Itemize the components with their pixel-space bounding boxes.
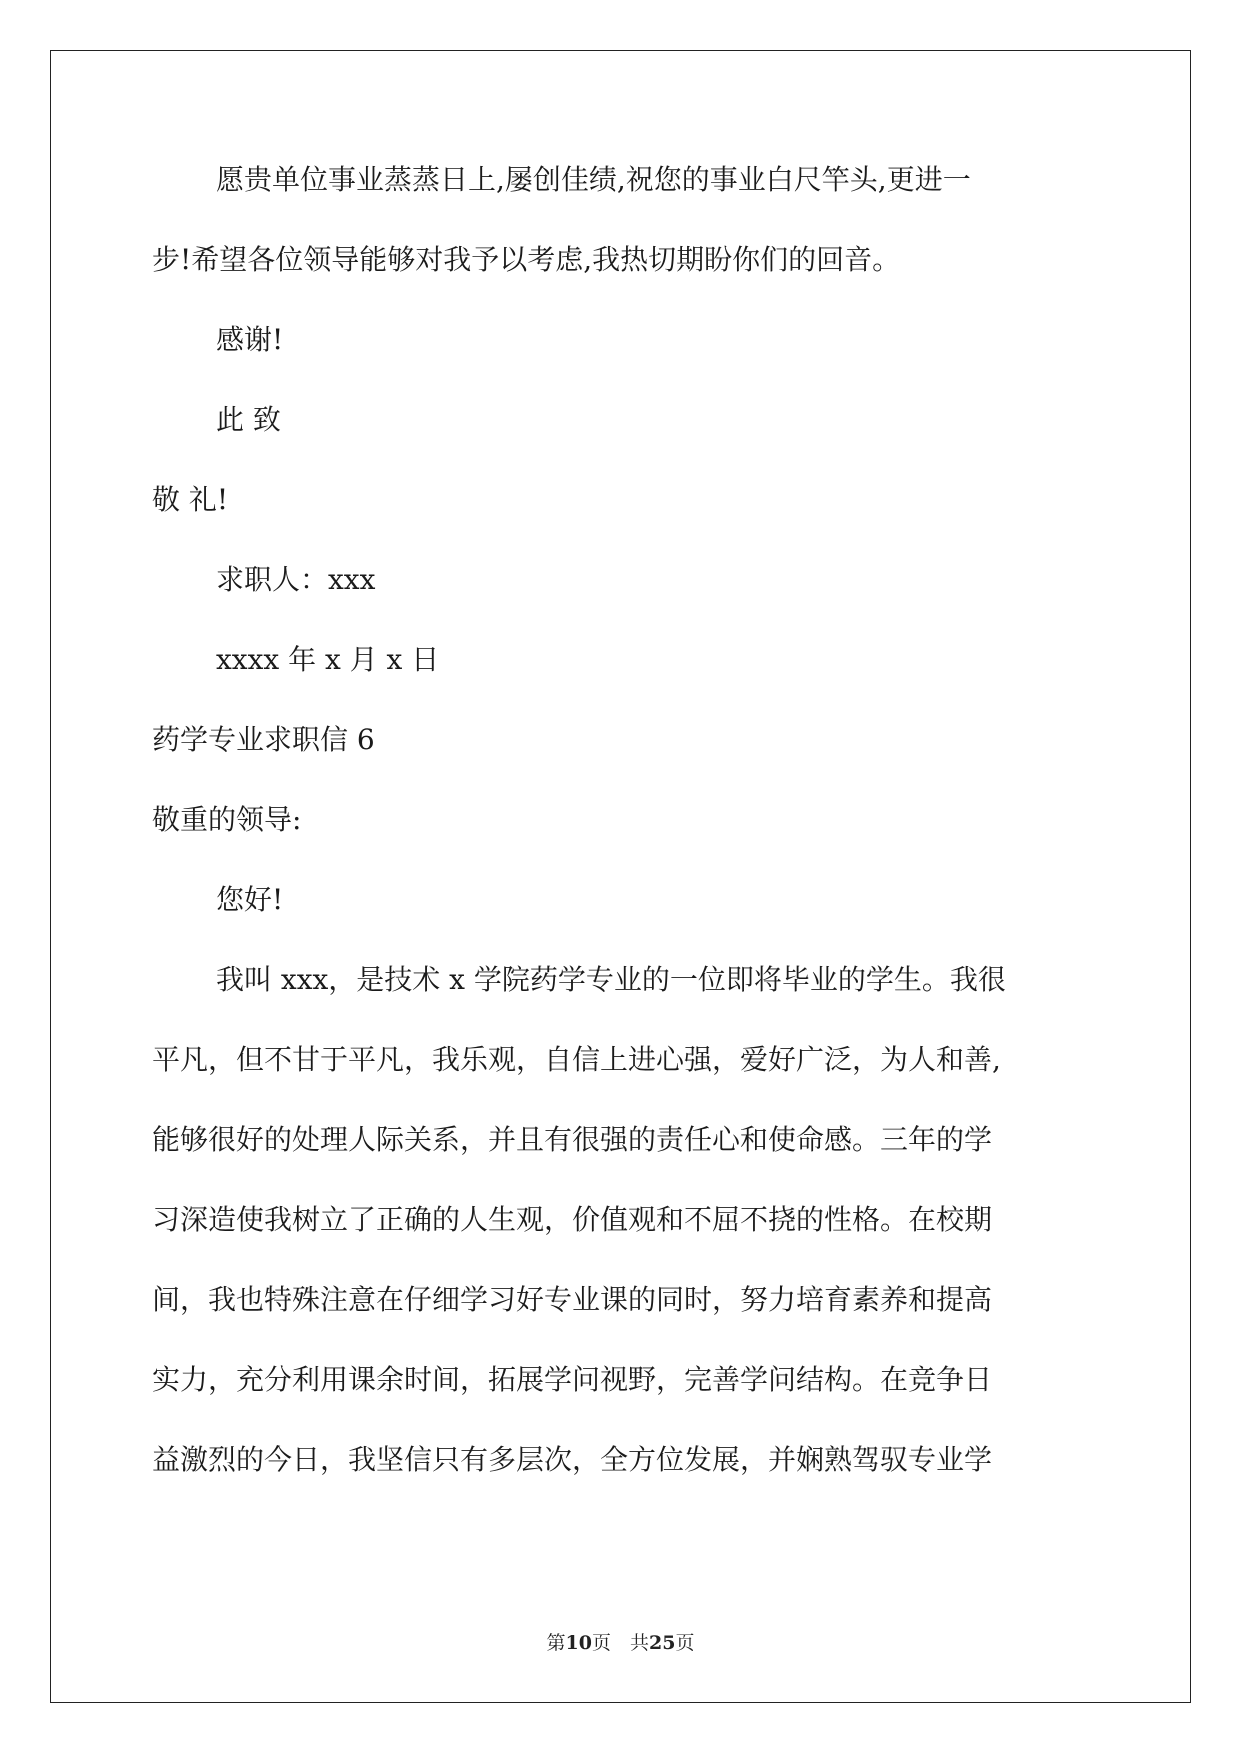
footer-suffix: 页 [675,1632,695,1654]
text-line: 敬 礼! [152,483,229,516]
text-line: 您好! [216,883,284,916]
section-heading: 药学专业求职信 6 [152,723,375,756]
text-line: 愿贵单位事业蒸蒸日上,屡创佳绩,祝您的事业白尺竿头,更进一 [216,163,971,196]
text-line: 我叫 xxx，是技术 x 学院药学专业的一位即将毕业的学生。我很 [216,963,1006,996]
text-line: 此 致 [216,403,281,436]
text-line: 感谢! [216,323,284,356]
text-line: 实力，充分利用课余时间，拓展学问视野，完善学问结构。在竞争日 [152,1363,993,1396]
text-line: 平凡，但不甘于平凡，我乐观，自信上进心强，爱好广泛，为人和善, [152,1043,1001,1076]
page-footer [0,1628,1241,1655]
footer-middle: 页 共 [591,1632,649,1654]
total-page-number: 25 [649,1632,676,1654]
document-body [152,160,1092,1520]
text-line: 习深造使我树立了正确的人生观，价值观和不屈不挠的性格。在校期 [152,1203,993,1236]
text-line: 能够很好的处理人际关系，并且有很强的责任心和使命感。三年的学 [152,1123,993,1156]
current-page-number: 10 [565,1632,592,1654]
text-line: 步!希望各位领导能够对我予以考虑,我热切期盼你们的回音。 [152,243,901,276]
text-line: xxxx 年 x 月 x 日 [216,643,440,676]
text-line: 间，我也特殊注意在仔细学习好专业课的同时，努力培育素养和提高 [152,1283,993,1316]
text-line: 求职人：xxx [216,563,376,596]
footer-prefix: 第 [546,1632,566,1654]
text-line: 益激烈的今日，我坚信只有多层次，全方位发展，并娴熟驾驭专业学 [152,1443,993,1476]
text-line: 敬重的领导: [152,803,302,836]
